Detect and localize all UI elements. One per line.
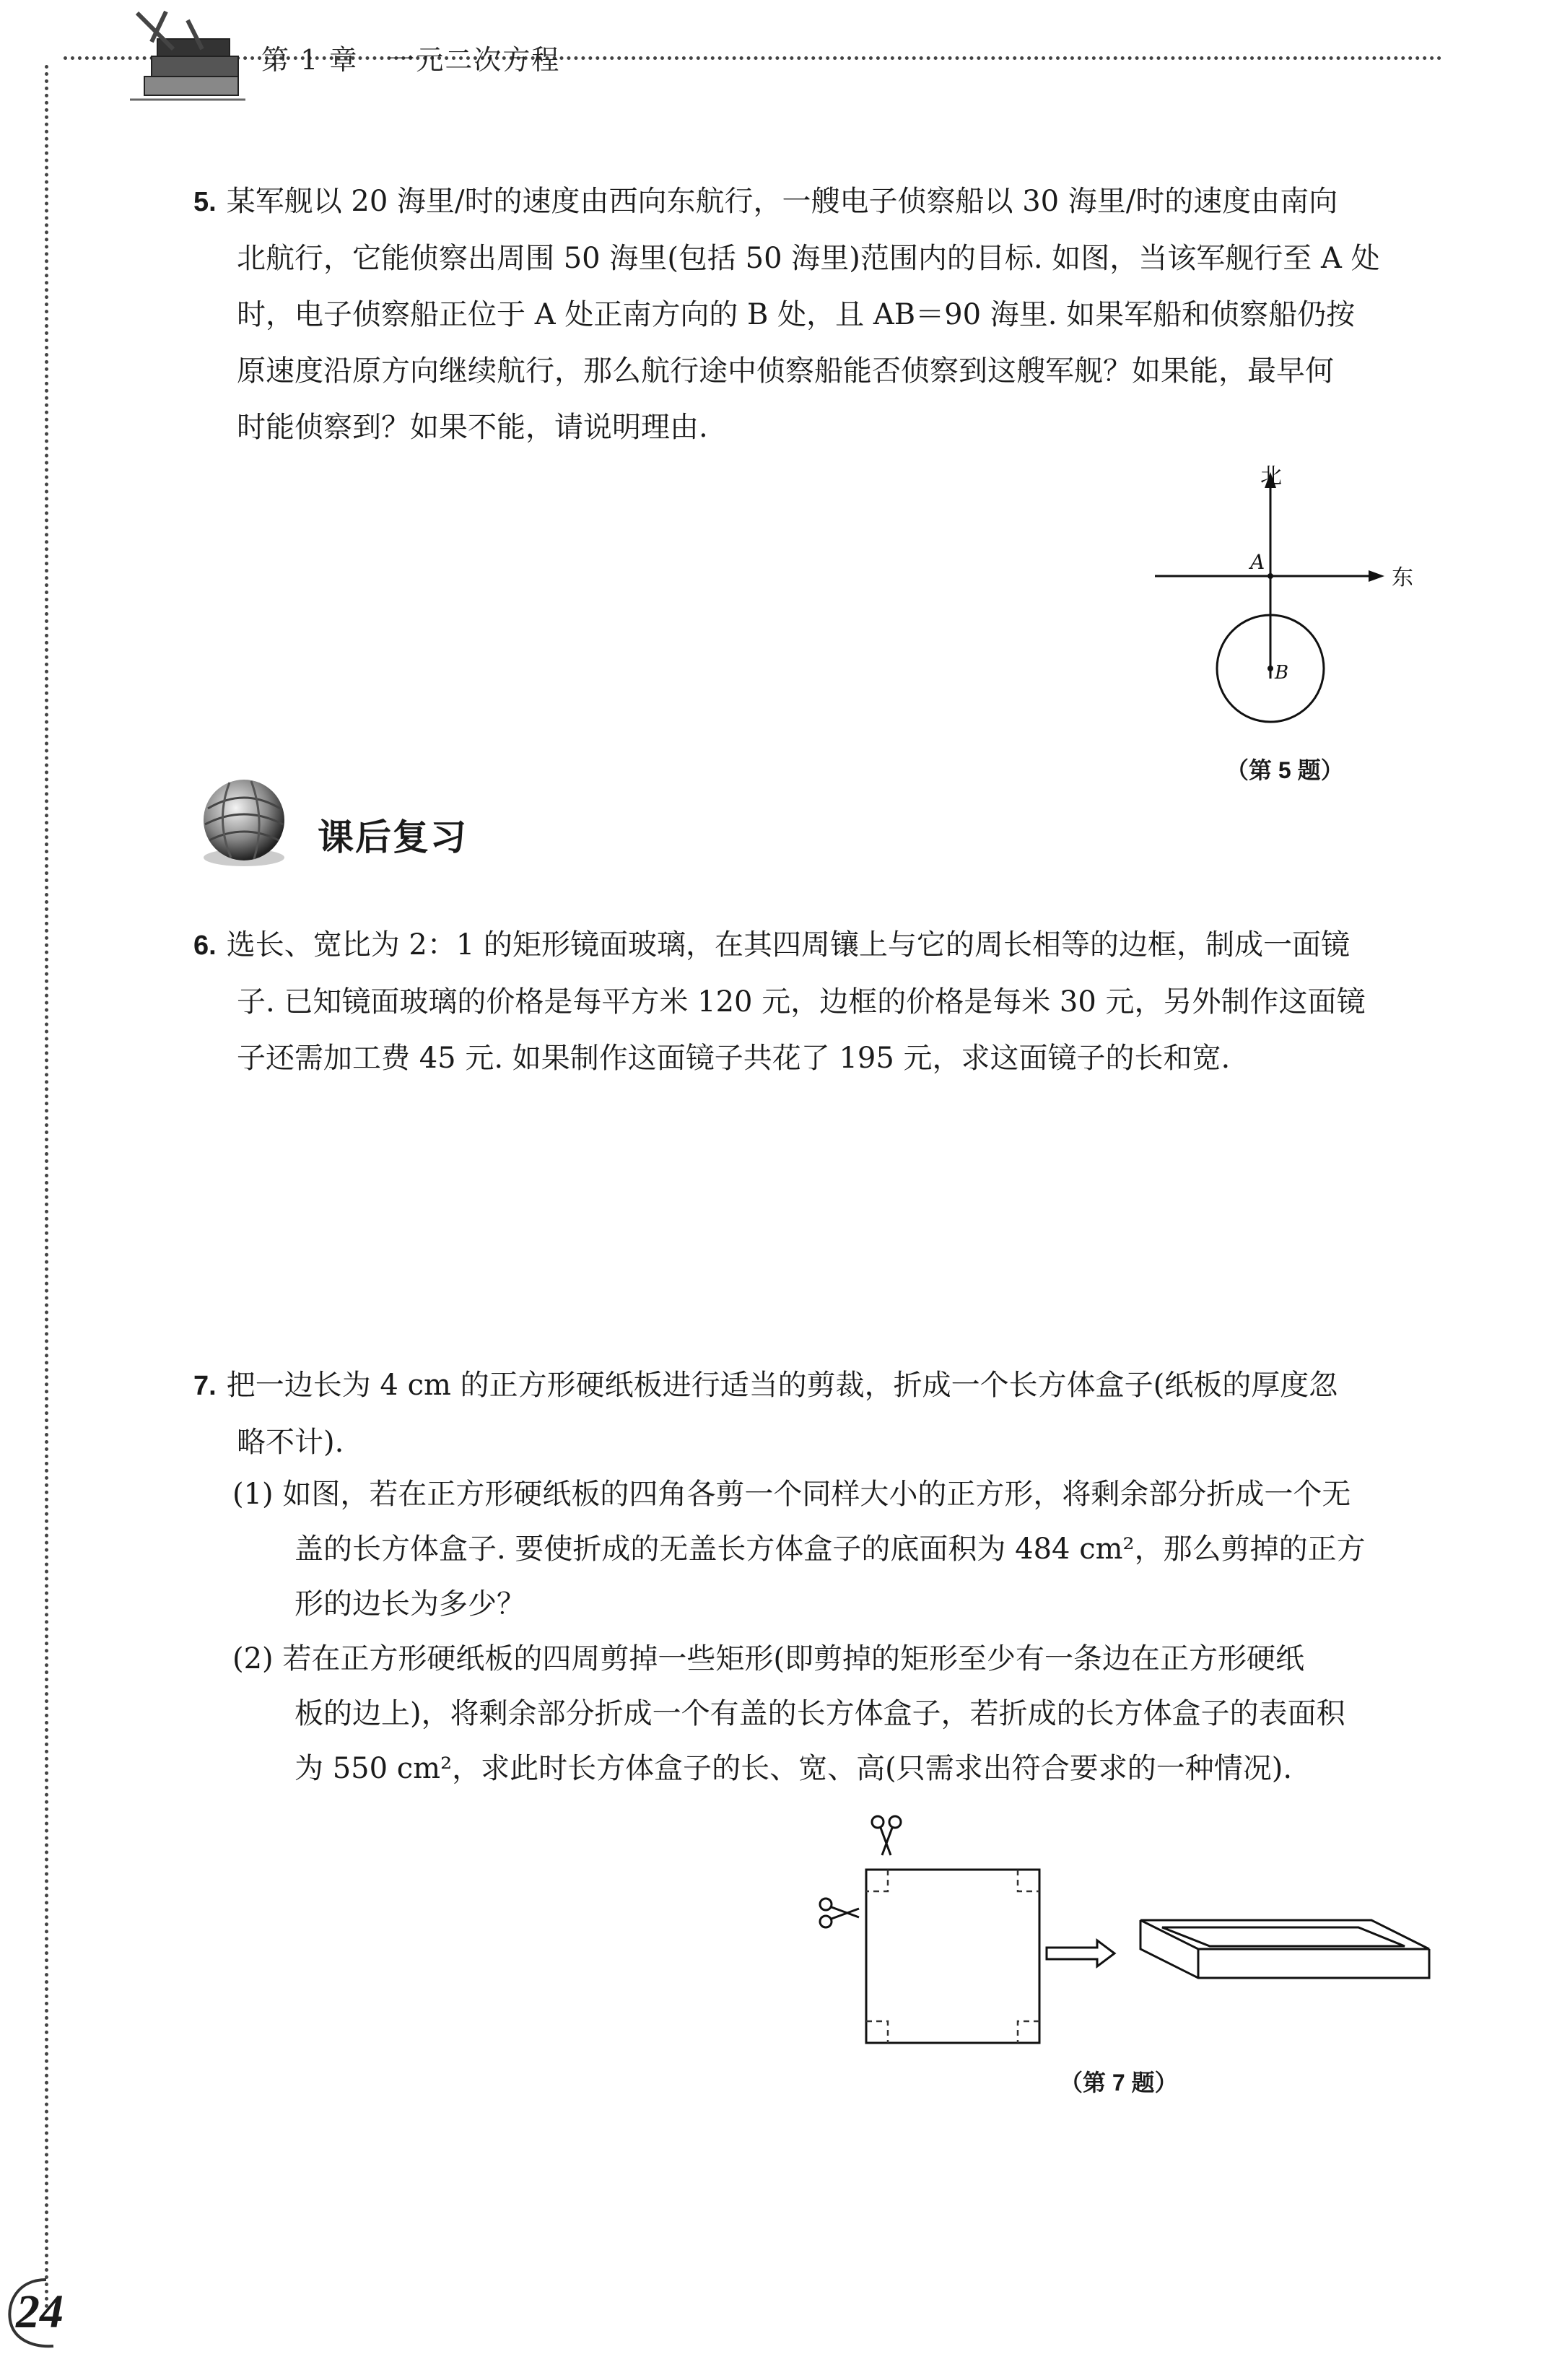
- problem-5-caption: （第 5 题）: [1226, 757, 1344, 783]
- point-b-dot: [1268, 666, 1273, 671]
- chapter-number: 第 1 章: [261, 44, 359, 76]
- part-1-label: (1): [232, 1478, 274, 1511]
- problem-7-caption: （第 7 题）: [1060, 2070, 1178, 2096]
- problem-6-line-1: 6. 选长、宽比为 2：1 的矩形镜面玻璃，在其四周镶上与它的周长相等的边框，制成一面镜: [193, 928, 1351, 962]
- problem-5-diagram: [1140, 462, 1444, 751]
- square-board: [866, 1870, 1039, 2043]
- problem-7: [193, 1357, 1449, 1470]
- problem-7-line-2: 略不计).: [237, 1426, 344, 1459]
- corner-cut-lines: [866, 1870, 1039, 2043]
- problem-7-diagram: [808, 1812, 1444, 2050]
- chapter-header: [261, 38, 589, 77]
- problem-5: [193, 173, 1449, 455]
- books-logo-icon: [123, 6, 253, 114]
- scissors-left-icon: [820, 1899, 859, 1927]
- part-2-label: (2): [232, 1642, 274, 1675]
- problem-5-line-4: 原速度沿原方向继续航行，那么航行途中侦察船能否侦察到这艘军舰？如果能，最早何: [237, 354, 1334, 388]
- problem-7-part-1: (1) 如图，若在正方形硬纸板的四角各剪一个同样大小的正方形，将剩余部分折成一个无 盖的长方体盒子. 要使折成的无盖长方体盒子的底面积为 484 cm²，那么剪掉的正方 形的边长为多少？: [232, 1478, 1366, 1621]
- problem-5-number: 5.: [193, 187, 217, 217]
- open-box-figure: [1140, 1920, 1429, 1978]
- problem-7-number: 7.: [193, 1371, 217, 1401]
- problem-5-line-3: 时，电子侦察船正位于 A 处正南方向的 B 处，且 AB＝90 海里. 如果军船和侦察船仍按: [237, 298, 1356, 331]
- problem-5-line-1: 5. 某军舰以 20 海里/时的速度由西向东航行，一艘电子侦察船以 30 海里/时的速度由南向: [193, 185, 1338, 218]
- page-number: 24: [16, 2285, 64, 2338]
- east-label: 东: [1392, 565, 1413, 590]
- problem-5-line-2: 北航行，它能侦察出周围 50 海里(包括 50 海里)范围内的目标. 如图，当该军舰行至 A 处: [237, 242, 1380, 275]
- scissors-icon: [872, 1816, 901, 1855]
- problem-6-line-3: 子还需加工费 45 元. 如果制作这面镜子共花了 195 元，求这面镜子的长和宽.: [237, 1042, 1231, 1075]
- fold-arrow-icon: [1047, 1940, 1114, 1966]
- chapter-title: 一元二次方程: [387, 44, 561, 76]
- point-a-dot: [1268, 573, 1273, 579]
- problem-6: [193, 917, 1449, 1086]
- problem-7-part-2: (2) 若在正方形硬纸板的四周剪掉一些矩形(即剪掉的矩形至少有一条边在正方形硬纸 板的边上)，将剩余部分折成一个有盖的长方体盒子，若折成的长方体盒子的表面积 为 550 cm²，求此时长方体盒子的长、宽、高(只需求出符合要求的一种情况).: [232, 1642, 1345, 1785]
- north-label: 北: [1260, 463, 1282, 489]
- problem-6-number: 6.: [193, 930, 217, 961]
- problem-5-line-5: 时能侦察到？如果不能，请说明理由.: [237, 411, 708, 444]
- point-b-label: B: [1275, 662, 1289, 684]
- margin-dotted-rule: [45, 65, 48, 2310]
- point-a-label: A: [1250, 550, 1265, 574]
- problem-6-line-2: 子. 已知镜面玻璃的价格是每平方米 120 元，边框的价格是每米 30 元，另外制作这面镜: [237, 985, 1366, 1019]
- problem-7-line-1: 7. 把一边长为 4 cm 的正方形硬纸板进行适当的剪裁，折成一个长方体盒子(纸板的厚度忽: [193, 1369, 1338, 1402]
- globe-icon: [193, 772, 294, 873]
- east-arrow-icon: [1369, 570, 1384, 582]
- section-title: 课后复习: [318, 817, 468, 858]
